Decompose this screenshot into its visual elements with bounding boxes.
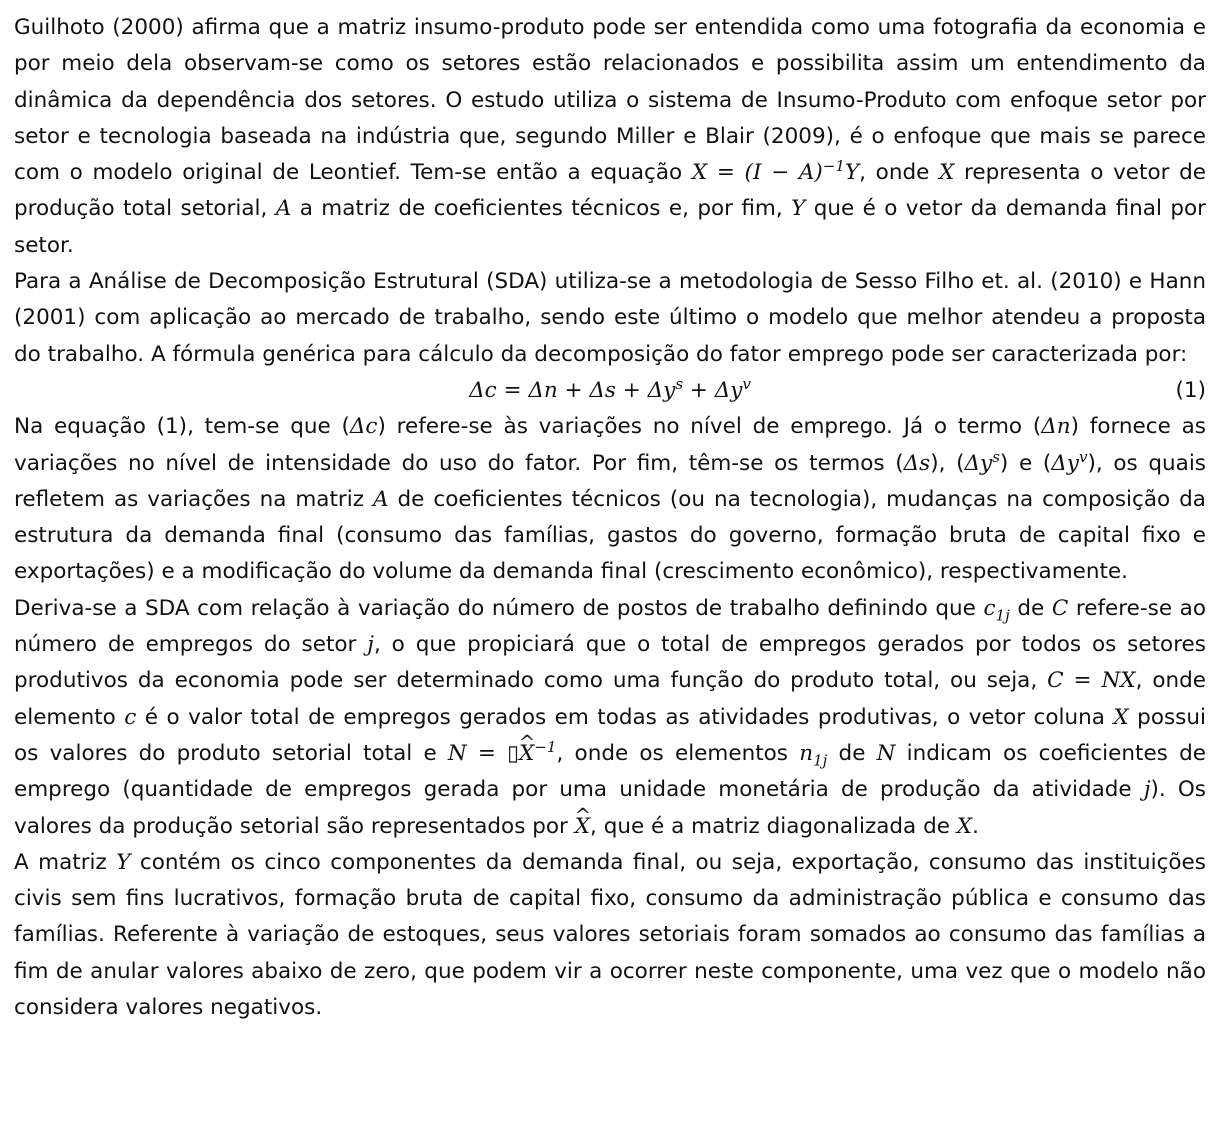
equation-number: (1) <box>1175 377 1206 403</box>
paragraph-4: Deriva-se a SDA com relação à variação do número de postos de trabalho definindo que $c_{1j}$ de C refere-se ao número de empregos do setor j, o que propiciará que o total de empregos gerados por todos os setores produtivos da economia pode ser determinado como uma função do produto total, ou seja, C = NX, onde elemento c é o valor total de empregos gerados em todas as atividades produtivas, o vetor coluna X possui os valores do produto setorial total e N = ▯^ $X^{-1}$, onde os elementos $n_{1j}$ de N indicam os coeficientes de emprego (quantidade de empregos gerada por uma unidade monetária de produção da atividade j). Os valores da produção setorial são representados por ^ X, que é a matriz diagonalizada de X. <box>14 591 1206 845</box>
paragraph-2: Para a Análise de Decomposição Estrutural (SDA) utiliza-se a metodologia de Sesso Filho et. al. (2010) e Hann (2001) com aplicação ao mercado de trabalho, sendo este último o modelo que melhor atendeu a proposta do trabalho. A fórmula genérica para cálculo da decomposição do fator emprego pode ser caracterizada por: <box>14 269 1206 367</box>
equation-1 <box>14 373 1206 409</box>
equation-1-formula: $\Delta c = \Delta n + \Delta s + \Delta y^s + \Delta y^v$ <box>469 374 751 403</box>
leontief-equation: $X = (I - A)^{-1}Y$ <box>691 157 860 186</box>
paragraph-1: Guilhoto (2000) afirma que a matriz insumo-produto pode ser entendida como uma fotografia da economia e por meio dela observam-se como os setores estão relacionados e possibilita assim um entendimento da dinâmica da dependência dos setores. O estudo utiliza o sistema de Insumo-Produto com enfoque setor por setor e tecnologia baseada na indústria que, segundo Miller e Blair (2009), é o enfoque que mais se parece com o modelo original de Leontief. Tem-se então a equação $X = (I - A)^{-1}Y$, onde X representa o vetor de produção total setorial, A a matriz de coeficientes técnicos e, por fim, Y que é o vetor da demanda final por setor. <box>14 15 1207 258</box>
paragraph-3: Na equação (1), tem-se que (Δc) refere-se às variações no nível de emprego. Já o termo (Δn) fornece as variações no nível de intensidade do uso do fator. Por fim, têm-se os termos (Δs), $(\Delta y^s)$ e $(\Delta y^v)$, os quais refletem as variações na matriz A de coeficientes técnicos (ou na tecnologia), mudanças na composição da estrutura da demanda final (consumo das famílias, gastos do governo, formação bruta de capital fixo e exportações) e a modificação do volume da demanda final (crescimento econômico), respectivamente. <box>14 414 1207 585</box>
paragraph-5: A matriz Y contém os cinco componentes da demanda final, ou seja, exportação, consumo das instituições civis sem fins lucrativos, formação bruta de capital fixo, consumo da administração pública e consumo das famílias. Referente à variação de estoques, seus valores setoriais foram somados ao consumo das famílias a fim de anular valores abaixo de zero, que podem vir a ocorrer neste componente, uma vez que o modelo não considera valores negativos. <box>14 849 1206 1021</box>
